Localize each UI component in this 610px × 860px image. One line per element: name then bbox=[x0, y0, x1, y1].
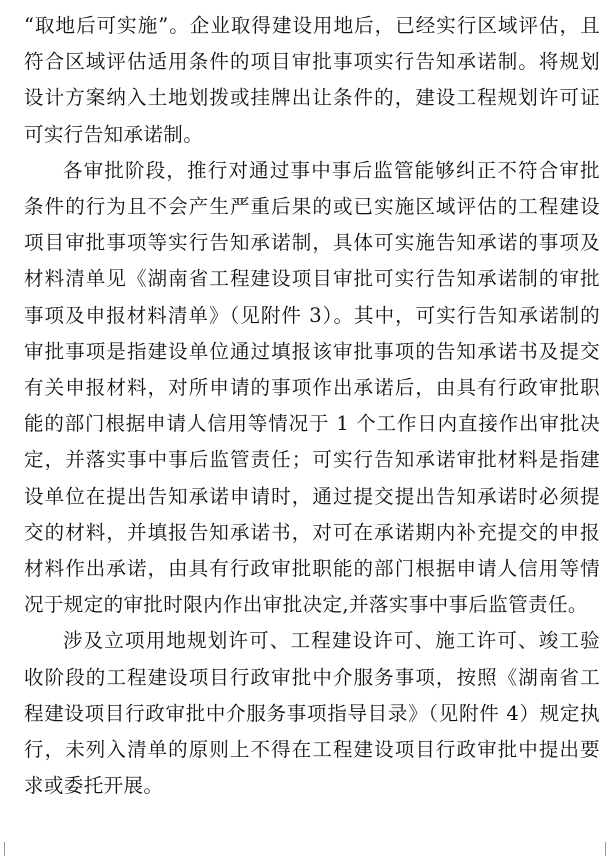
page-corner-mark-right bbox=[591, 842, 606, 856]
paragraph-2: 各审批阶段，推行对通过事中事后监管能够纠正不符合审批条件的行为且不会产生严重后果的或已实施区域评估的工程建设项目审批事项等实行告知承诺制，具体可实施告知承诺的事项及材料清单见《湖南省工程建设项目审批可实行告知承诺制的审批事项及申报材料清单》（见附件 3）。其中，可实行告知承诺制的审批事项是指建设单位通过填报该审批事项的告知承诺书及提交有关申报材料，对所申请的事项作出承诺后，由具有行政审批职能的部门根据申请人信用等情况于 1 个工作日内直接作出审批决定，并落实事中事后监管责任；可实行告知承诺审批材料是指建设单位在提出告知承诺申请时，通过提交提出告知承诺时必须提交的材料，并填报告知承诺书，对可在承诺期内补充提交的申报材料作出承诺，由具有行政审批职能的部门根据申请人信用等情况于规定的审批时限内作出审批决定,并落实事中事后监管责任。 bbox=[24, 158, 600, 617]
paragraph-3: 涉及立项用地规划许可、工程建设许可、施工许可、竣工验收阶段的工程建设项目行政审批中介服务事项，按照《湖南省工程建设项目行政审批中介服务事项指导目录》（见附件 4）规定执行，未列入清单的原则上不得在工程建设项目行政审批中提出要求或委托开展。 bbox=[24, 629, 600, 798]
page-corner-mark-left bbox=[4, 842, 19, 856]
paragraph-1: “取地后可实施”。企业取得建设用地后，已经实行区域评估，且符合区域评估适用条件的项目审批事项实行告知承诺制。将规划设计方案纳入土地划拨或挂牌出让条件的，建设工程规划许可证可实行告知承诺制。 bbox=[24, 14, 600, 146]
